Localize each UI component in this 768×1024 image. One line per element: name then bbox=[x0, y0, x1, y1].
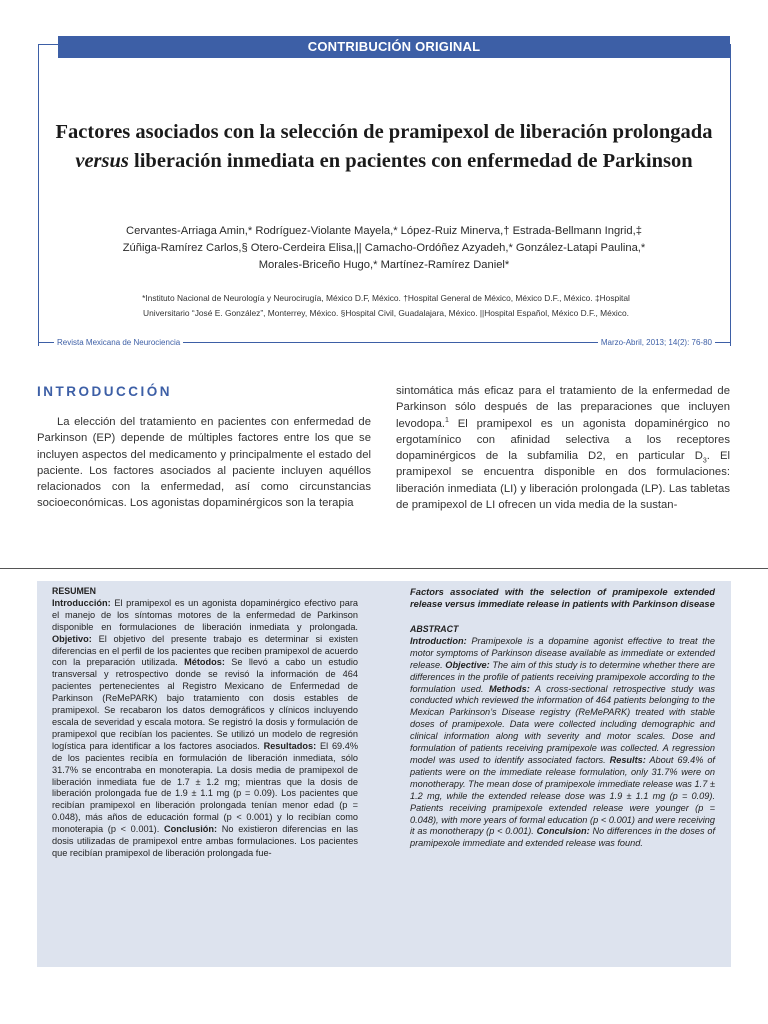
resumen-text-methods: Se llevó a cabo un estudio transversal y retrospectivo donde se revisó la información de 464 pacientes pertenecientes al Registro Mexicano de Enfermedad de Parkinson (ReMePARK) bajo tratamiento con dosis estables de pramipexol. Se recabaron los datos demográficos y clínicos incluyendo escala de severidad y escala motora. Se registró la dosis y formulación de pramipexol que recibían los pacientes. Se utilizó un modelo de regresión logística para identificar a los factores asociados. bbox=[52, 657, 358, 751]
resumen-text-conclusion: No existieron diferencias en las dosis utilizadas de pramipexol entre ambas formulaciones. Los pacientes que recibían pramipexol de liberación prolongada fue- bbox=[52, 824, 358, 858]
abstract-text-results: About 69.4% of patients were on the immediate release formulation, only 31.7% were on monotherapy. The mean dose of pramipexole immediate release was 1.7 ± 1.2 mg, while the extended release dose was 1.9 ± 1.1 mg (p = 0.09). Patients receiving pramipexole extended release were younger (p = 0.048), with more years of formal education (p < 0.001) and were receiving it as monotherapy (p < 0.001). bbox=[410, 754, 715, 837]
resumen-key-results: Resultados: bbox=[263, 740, 317, 751]
journal-name: Revista Mexicana de Neurociencia bbox=[54, 336, 183, 349]
english-title: Factors associated with the selection of pramipexole extended release versus immediate release in patients with Parkinson disease bbox=[410, 586, 715, 609]
journal-line bbox=[38, 336, 731, 350]
resumen-key-methods: Métodos: bbox=[184, 657, 225, 668]
receptor-subscript: 3 bbox=[702, 457, 707, 465]
resumen-heading: RESUMEN bbox=[52, 586, 96, 596]
abstract-text-objective: The aim of this study is to determine whether there are differences in the profile of patients receiving pramipexole according to the formulation used. bbox=[410, 659, 715, 694]
intro-paragraph: La elección del tratamiento en pacientes con enfermedad de Parkinson (EP) depende de múltiples factores entre los que se incluyen aspectos del medicamento y principalmente el estado del paciente. Los factores asociados al paciente incluyen aquéllos relacionados con la enfermedad, así como circunstancias socioeconómicas. Los agonistas dopaminérgicos son la terapia bbox=[37, 416, 371, 510]
intro-text-c: . El pramipexol se encuentra disponible en dos formulaciones: liberación inmediata (LI) y liberación prolongada (LP). Las tabletas de pramipexol de LI ofrecen un vida media de la sustan- bbox=[396, 450, 730, 512]
intro-text-a: sintomática más eficaz para el tratamiento de la enfermedad de Parkinson sólo después de las preparaciones que incluyen levodopa. bbox=[396, 385, 730, 430]
resumen-text-objective: El objetivo del presente trabajo es determinar si existen diferencias en el perfil de los pacientes que reciben pramipexol de acuerdo con la preparación utilizada. bbox=[52, 633, 358, 668]
intro-column-right bbox=[396, 383, 730, 513]
abstract-body bbox=[410, 636, 715, 850]
frame-top-rule bbox=[38, 44, 58, 45]
intro-heading: INTRODUCCIÓN bbox=[37, 384, 172, 399]
authors-line-1: Cervantes-Arriaga Amin,* Rodríguez-Violante Mayela,* López-Ruiz Minerva,† Estrada-Bellmann Ingrid,‡ bbox=[126, 225, 642, 237]
resumen-key-objective: Objetivo: bbox=[52, 633, 92, 644]
abstract-key-intro: Introduction: bbox=[410, 635, 467, 646]
journal-issue: Marzo-Abril, 2013; 14(2): 76-80 bbox=[598, 336, 715, 349]
intro-column-left bbox=[37, 414, 371, 512]
abstract-key-conclusion: Conculsion: bbox=[536, 826, 590, 837]
affiliations bbox=[66, 291, 706, 321]
intro-paragraph-continued bbox=[396, 383, 730, 513]
title-part1: Factores asociados con la selección de pramipexol de liberación prolongada bbox=[55, 121, 713, 143]
affiliations-line-1: *Instituto Nacional de Neurología y Neurocirugía, México D.F, México. †Hospital General de México, México D.F., México. ‡Hospital bbox=[142, 293, 630, 303]
abstract-key-results: Results: bbox=[609, 754, 646, 765]
resumen-column bbox=[52, 586, 358, 860]
affiliations-line-2: Universitario “José E. González”, Monterrey, México. §Hospital Civil, Guadalajara, México. ||Hospital Español, México D.F., México. bbox=[143, 308, 629, 318]
resumen-text-intro: El pramipexol es un agonista dopaminérgico efectivo para el manejo de los síntomas motores de la enfermedad de Parkinson disponible en formulaciones de liberación inmediata y prolongada. bbox=[52, 597, 358, 632]
section-band: CONTRIBUCIÓN ORIGINAL bbox=[58, 36, 730, 58]
title-part2: liberación inmediata en pacientes con enfermedad de Parkinson bbox=[128, 150, 693, 172]
resumen-key-intro: Introducción: bbox=[52, 597, 111, 608]
abstract-text-conclusion: No differences in the doses of pramipexole immediate and extended release was found. bbox=[410, 826, 715, 849]
citation-ref: 1 bbox=[445, 416, 449, 424]
article-title bbox=[48, 118, 720, 176]
abstract-heading: ABSTRACT bbox=[410, 624, 459, 634]
abstract-key-objective: Objective: bbox=[445, 659, 490, 670]
intro-text-b: El pramipexol es un agonista dopaminérgico no ergotamínico con afinidad selectiva a los receptores dopaminérgicos de la subfamilia D2, en particular D bbox=[396, 417, 730, 463]
author-list bbox=[58, 223, 710, 274]
resumen-body bbox=[52, 598, 358, 860]
resumen-key-conclusion: Conclusión: bbox=[163, 824, 218, 835]
abstract-text-methods: A cross-sectional retrospective study was conducted which reviewed the information of 464 patients belonging to the Mexican Parkinson’s Disease registry (ReMePARK) treated with stable doses of pramipexole. Data were collected including demographic and clinical information along with severity and motor scales. Dose and formulation of patients receiving pramipexole was collected. A regression model was used to identify associated factors. bbox=[410, 683, 716, 765]
abstract-key-methods: Methods: bbox=[488, 683, 530, 694]
frame-right-rule bbox=[730, 44, 731, 346]
abstract-text-intro: Pramipexole is a dopamine agonist effective to treat the motor symptoms of Parkinson disease available as immediate or extended release. bbox=[410, 635, 715, 670]
authors-line-3: Morales-Briceño Hugo,* Martínez-Ramírez Daniel* bbox=[258, 259, 510, 271]
title-versus: versus bbox=[75, 150, 129, 172]
abstract-column bbox=[410, 586, 715, 850]
frame-left-rule bbox=[38, 44, 39, 346]
resumen-text-results: El 69.4% de los pacientes recibía en formulación de liberación inmediata, sólo 31.7% se encontraba en monoterapia. La dosis media de pramipexol de liberación inmediata fue de 1.7 ± 1.2 mg; mientras que la dosis de liberación prolongada fue de 1.9 ± 1.1 mg (p = 0.09). Los pacientes que recibían pramipexol en liberación prolongada tenían menor edad (p = 0.048), más años de educación formal (p < 0.001) y lo recibían como monoterapia (p < 0.001). bbox=[52, 740, 358, 835]
section-divider bbox=[0, 568, 768, 569]
authors-line-2: Zúñiga-Ramírez Carlos,§ Otero-Cerdeira Elisa,|| Camacho-Ordóñez Azyadeh,* González-Latapi Paulina,* bbox=[122, 242, 646, 254]
